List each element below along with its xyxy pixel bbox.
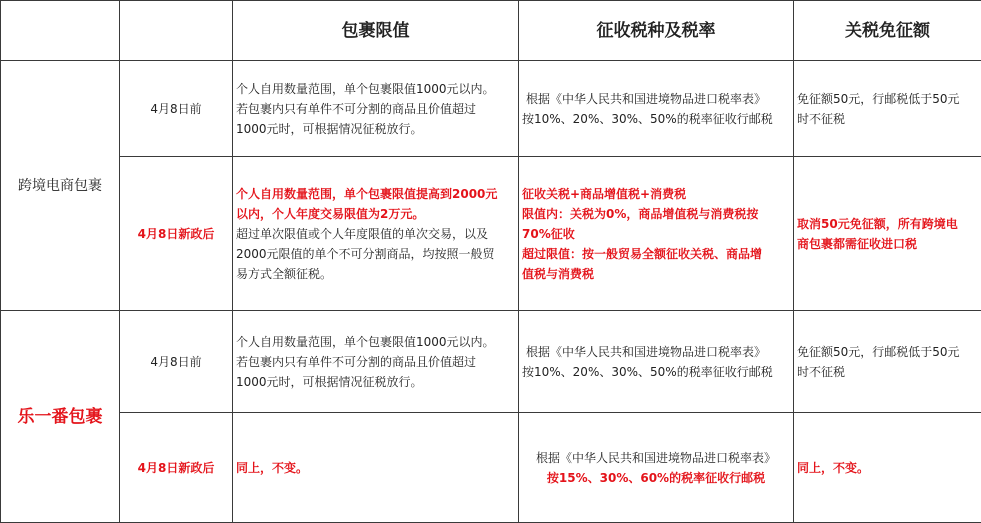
tax-cell (519, 413, 794, 523)
corner-cell-2 (120, 1, 233, 61)
tax-cell (519, 61, 794, 157)
limit-cell (233, 61, 519, 157)
tax-line: 按10%、20%、30%、50%的税率征收行邮税 (522, 362, 790, 382)
limit-line: 易方式全额征税。 (236, 264, 515, 284)
corner-cell (1, 1, 120, 61)
tax-line: 根据《中华人民共和国进境物品进口税率表》 (522, 448, 790, 468)
limit-line: 若包裹内只有单件不可分割的商品且价值超过 (236, 99, 515, 119)
limit-line-highlight: 以内，个人年度交易限值为2万元。 (236, 204, 515, 224)
limit-line-highlight: 个人自用数量范围，单个包裹限值提高到2000元 (236, 184, 515, 204)
section-label-leyifan: 乐一番包裹 (1, 311, 120, 523)
exemption-cell (794, 61, 981, 157)
limit-cell (233, 311, 519, 413)
exemption-line: 时不征税 (797, 109, 978, 129)
tax-line-highlight: 按15%、30%、60%的税率征收行邮税 (522, 468, 790, 488)
header-row (1, 1, 981, 61)
limit-line: 个人自用数量范围，单个包裹限值1000元以内。 (236, 79, 515, 99)
tax-line: 按10%、20%、30%、50%的税率征收行邮税 (522, 109, 790, 129)
tax-line: 根据《中华人民共和国进境物品进口税率表》 (522, 342, 790, 362)
limit-line-highlight: 同上，不变。 (236, 458, 515, 478)
exemption-cell (794, 413, 981, 523)
limit-line: 1000元时，可根据情况征税放行。 (236, 372, 515, 392)
limit-line: 1000元时，可根据情况征税放行。 (236, 119, 515, 139)
header-exemption: 关税免征额 (794, 1, 981, 61)
exemption-line: 免征额50元，行邮税低于50元 (797, 89, 978, 109)
period-cell: 4月8日前 (120, 311, 233, 413)
exemption-line-highlight: 取消50元免征额，所有跨境电 (797, 214, 978, 234)
exemption-cell (794, 157, 981, 311)
period-cell-new: 4月8日新政后 (120, 157, 233, 311)
tax-cell (519, 157, 794, 311)
tax-line-highlight: 70%征收 (522, 224, 790, 244)
exemption-line-highlight: 商包裹都需征收进口税 (797, 234, 978, 254)
limit-line: 超过单次限值或个人年度限值的单次交易，以及 (236, 224, 515, 244)
header-limit: 包裹限值 (233, 1, 519, 61)
exemption-line-highlight: 同上，不变。 (797, 458, 978, 478)
exemption-line: 免征额50元，行邮税低于50元 (797, 342, 978, 362)
tax-line-highlight: 征收关税+商品增值税+消费税 (522, 184, 790, 204)
table-row (1, 61, 981, 157)
limit-cell (233, 157, 519, 311)
period-cell: 4月8日前 (120, 61, 233, 157)
header-tax: 征收税种及税率 (519, 1, 794, 61)
table-row (1, 413, 981, 523)
tax-line: 根据《中华人民共和国进境物品进口税率表》 (522, 89, 790, 109)
tax-line-highlight: 限值内：关税为0%，商品增值税与消费税按 (522, 204, 790, 224)
limit-line: 若包裹内只有单件不可分割的商品且价值超过 (236, 352, 515, 372)
limit-line: 个人自用数量范围，单个包裹限值1000元以内。 (236, 332, 515, 352)
section-label-cross-border: 跨境电商包裹 (1, 61, 120, 311)
table-row (1, 311, 981, 413)
limit-line: 2000元限值的单个不可分割商品，均按照一般贸 (236, 244, 515, 264)
tax-line-highlight: 超过限值：按一般贸易全额征收关税、商品增 (522, 244, 790, 264)
period-cell-new: 4月8日新政后 (120, 413, 233, 523)
limit-cell (233, 413, 519, 523)
exemption-line: 时不征税 (797, 362, 978, 382)
tax-line-highlight: 值税与消费税 (522, 264, 790, 284)
tax-cell (519, 311, 794, 413)
exemption-cell (794, 311, 981, 413)
table-row (1, 157, 981, 311)
